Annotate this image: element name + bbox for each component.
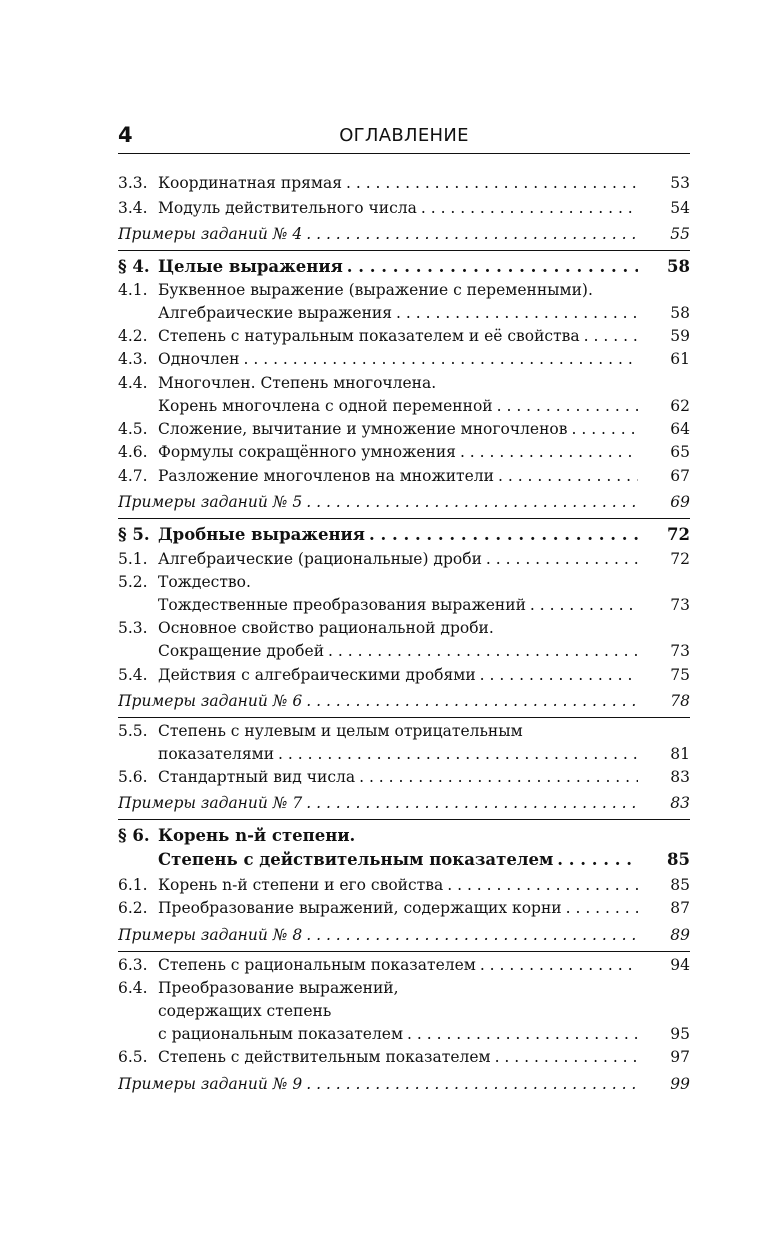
- toc-entry-page: 61: [670, 350, 690, 368]
- dot-leader: [240, 348, 638, 370]
- toc-entry-title: Степень с нулевым и целым отрицательным: [158, 722, 523, 740]
- dot-leader: [580, 325, 638, 347]
- toc-entry-5-6[interactable]: [118, 766, 690, 788]
- toc-entry-title: Примеры заданий № 5: [118, 493, 303, 511]
- toc-entry-6-4-cont[interactable]: [118, 1000, 690, 1022]
- toc-entry-number: 3.4.: [118, 199, 148, 217]
- dot-leader: [482, 548, 638, 570]
- toc-entry-title: Дробные выражения: [158, 525, 365, 544]
- toc-entry-6-2[interactable]: [118, 897, 690, 919]
- toc-entry-title: Примеры заданий № 6: [118, 692, 303, 710]
- toc-entry-title: Степень с натуральным показателем и её свойства: [158, 327, 580, 345]
- dot-leader: [274, 743, 638, 765]
- toc-entry-title: Сложение, вычитание и умножение многочленов: [158, 420, 568, 438]
- toc-entry-title: Алгебраические выражения: [158, 304, 393, 322]
- toc-entry-title: Основное свойство рациональной дроби.: [158, 619, 494, 637]
- toc-entry-page: 83: [670, 794, 690, 812]
- toc-entry-number: 4.1.: [118, 281, 148, 299]
- toc-entry-page: 99: [670, 1075, 690, 1093]
- toc-entry-3-3[interactable]: [118, 172, 690, 194]
- toc-entry-5-5-cont[interactable]: [118, 743, 690, 765]
- dot-leader: [417, 197, 638, 219]
- toc-entry-number: 5.1.: [118, 550, 148, 568]
- toc-entry-title: Буквенное выражение (выражение с переменными).: [158, 281, 593, 299]
- toc-entry-page: 65: [670, 443, 690, 461]
- toc-entry-title: содержащих степень: [158, 1002, 332, 1020]
- dot-leader: [553, 849, 638, 871]
- dot-leader: [568, 418, 639, 440]
- toc-entry-title: Координатная прямая: [158, 174, 342, 192]
- dot-leader: [302, 792, 638, 814]
- toc-entry-5-1[interactable]: [118, 548, 690, 570]
- toc-section-6-cont[interactable]: [118, 849, 690, 871]
- dot-leader: [493, 395, 638, 417]
- toc-entry-page: 73: [670, 642, 690, 660]
- divider: [118, 250, 690, 251]
- toc-entry-4-2[interactable]: [118, 325, 690, 347]
- toc-entry-4-3[interactable]: [118, 348, 690, 370]
- toc-entry-title: с рациональным показателем: [158, 1025, 404, 1043]
- dot-leader: [443, 874, 638, 896]
- toc-entry-number: 4.6.: [118, 443, 148, 461]
- toc-entry-6-3[interactable]: [118, 954, 690, 976]
- toc-entry-number: 5.3.: [118, 619, 148, 637]
- toc-entry-examples-9[interactable]: [118, 1073, 690, 1095]
- toc-entry-title: Преобразование выражений, содержащих корни: [158, 899, 562, 917]
- toc-entry-page: 58: [670, 304, 690, 322]
- toc-entry-number: 6.5.: [118, 1048, 148, 1066]
- divider: [118, 951, 690, 952]
- toc-entry-title: Тождество.: [158, 573, 251, 591]
- divider: [118, 518, 690, 519]
- toc-entry-3-4[interactable]: [118, 197, 690, 219]
- dot-leader: [302, 491, 638, 513]
- toc-entry-title: Одночлен: [158, 350, 240, 368]
- toc-entry-page: 97: [670, 1048, 690, 1066]
- toc-entry-4-4[interactable]: [118, 372, 690, 394]
- toc-entry-5-3[interactable]: [118, 617, 690, 639]
- toc-entry-page: 94: [670, 956, 690, 974]
- toc-entry-title: Примеры заданий № 4: [118, 225, 303, 243]
- toc-entry-page: 58: [667, 257, 690, 276]
- toc-section-6[interactable]: [118, 825, 690, 847]
- toc-entry-5-3-cont[interactable]: [118, 640, 690, 662]
- toc-entry-number: 6.3.: [118, 956, 148, 974]
- dot-leader: [324, 640, 638, 662]
- toc-entry-4-7[interactable]: [118, 465, 690, 487]
- toc-entry-number: 6.4.: [118, 979, 148, 997]
- toc-entry-page: 87: [670, 899, 690, 917]
- toc-entry-number: 4.3.: [118, 350, 148, 368]
- toc-entry-title: Сокращение дробей: [158, 642, 325, 660]
- toc-entry-page: 64: [670, 420, 690, 438]
- toc-entry-title: Стандартный вид числа: [158, 768, 356, 786]
- dot-leader: [456, 441, 638, 463]
- toc-entry-page: 72: [667, 525, 690, 544]
- toc-entry-6-1[interactable]: [118, 874, 690, 896]
- dot-leader: [355, 766, 638, 788]
- divider: [118, 819, 690, 820]
- toc-entry-title: Разложение многочленов на множители: [158, 467, 494, 485]
- toc-entry-title: Формулы сокращённого умножения: [158, 443, 456, 461]
- toc-entry-examples-5[interactable]: [118, 491, 690, 513]
- dot-leader: [526, 594, 638, 616]
- divider: [118, 717, 690, 718]
- toc-entry-page: 69: [670, 493, 690, 511]
- toc-entry-page: 54: [670, 199, 690, 217]
- toc-entry-4-1-cont[interactable]: [118, 302, 690, 324]
- toc-entry-page: 89: [670, 926, 690, 944]
- toc-entry-6-4[interactable]: [118, 977, 690, 999]
- toc-entry-title: Действия с алгебраическими дробями: [158, 666, 476, 684]
- toc-entry-examples-6[interactable]: [118, 690, 690, 712]
- toc-entry-6-5[interactable]: [118, 1046, 690, 1068]
- toc-entry-title: Примеры заданий № 7: [118, 794, 303, 812]
- toc-entry-number: 5.5.: [118, 722, 148, 740]
- toc-entry-examples-4[interactable]: [118, 223, 690, 245]
- toc-entry-4-5[interactable]: [118, 418, 690, 440]
- toc-entry-page: 83: [670, 768, 690, 786]
- toc-entry-number: § 4.: [118, 257, 150, 276]
- toc-entry-number: 5.4.: [118, 666, 148, 684]
- toc-entry-page: 81: [670, 745, 690, 763]
- toc-entry-title: показателями: [158, 745, 275, 763]
- toc-entry-page: 95: [670, 1025, 690, 1043]
- toc-entry-title: Корень многочлена с одной переменной: [158, 397, 493, 415]
- toc-entry-number: 4.5.: [118, 420, 148, 438]
- dot-leader: [491, 1046, 638, 1068]
- toc-entry-page: 67: [670, 467, 690, 485]
- toc-entry-page: 85: [667, 850, 690, 869]
- dot-leader: [476, 664, 638, 686]
- toc-entry-number: 4.2.: [118, 327, 148, 345]
- toc-entry-page: 78: [670, 692, 690, 710]
- toc-section-5[interactable]: [118, 524, 690, 546]
- dot-leader: [562, 897, 638, 919]
- toc-entry-number: 4.4.: [118, 374, 148, 392]
- toc-entry-page: 62: [670, 397, 690, 415]
- toc-entry-title: Корень n-й степени.: [158, 826, 356, 845]
- toc-entry-number: 5.6.: [118, 768, 148, 786]
- toc-entry-page: 59: [670, 327, 690, 345]
- toc-entry-number: § 6.: [118, 826, 150, 845]
- toc-section-4[interactable]: [118, 256, 690, 278]
- dot-leader: [302, 1073, 638, 1095]
- toc-entry-number: § 5.: [118, 525, 150, 544]
- toc-entry-title: Алгебраические (рациональные) дроби: [158, 550, 482, 568]
- toc-entry-title: Преобразование выражений,: [158, 979, 399, 997]
- toc-entry-title: Примеры заданий № 9: [118, 1075, 303, 1093]
- toc-entry-4-1[interactable]: [118, 279, 690, 301]
- toc-entry-page: 75: [670, 666, 690, 684]
- dot-leader: [494, 465, 638, 487]
- dot-leader: [302, 924, 638, 946]
- toc-entry-number: 5.2.: [118, 573, 148, 591]
- toc-entry-page: 53: [670, 174, 690, 192]
- dot-leader: [392, 302, 638, 324]
- toc-entry-5-4[interactable]: [118, 664, 690, 686]
- toc-entry-number: 3.3.: [118, 174, 148, 192]
- toc-entry-6-4-cont[interactable]: [118, 1023, 690, 1045]
- toc-entry-4-6[interactable]: [118, 441, 690, 463]
- toc-entry-title: Степень с действительным показателем: [158, 1048, 491, 1066]
- dot-leader: [302, 223, 638, 245]
- toc-entry-page: 72: [670, 550, 690, 568]
- toc-entry-title: Многочлен. Степень многочлена.: [158, 374, 437, 392]
- toc-entry-title: Степень с действительным показателем: [158, 850, 554, 869]
- dot-leader: [343, 256, 638, 278]
- toc-entry-4-4-cont[interactable]: [118, 395, 690, 417]
- toc-entry-examples-8[interactable]: [118, 924, 690, 946]
- dot-leader: [302, 690, 638, 712]
- toc-entry-title: Тождественные преобразования выражений: [158, 596, 526, 614]
- toc-entry-title: Модуль действительного числа: [158, 199, 417, 217]
- dot-leader: [342, 172, 638, 194]
- toc-entry-title: Корень n-й степени и его свойства: [158, 876, 444, 894]
- page-number: 4: [118, 123, 133, 147]
- page-header: [118, 119, 690, 154]
- dot-leader: [403, 1023, 638, 1045]
- toc-entry-5-2-cont[interactable]: [118, 594, 690, 616]
- toc-entry-page: 73: [670, 596, 690, 614]
- toc-entry-page: 55: [670, 225, 690, 243]
- toc-entry-5-5[interactable]: [118, 720, 690, 742]
- toc-entry-number: 6.1.: [118, 876, 148, 894]
- toc-entry-page: 85: [670, 876, 690, 894]
- toc-entry-title: Примеры заданий № 8: [118, 926, 303, 944]
- toc-entry-examples-7[interactable]: [118, 792, 690, 814]
- toc-entry-title: Степень с рациональным показателем: [158, 956, 476, 974]
- toc-entry-5-2[interactable]: [118, 571, 690, 593]
- dot-leader: [365, 524, 638, 546]
- running-title: ОГЛАВЛЕНИЕ: [339, 125, 469, 146]
- dot-leader: [476, 954, 638, 976]
- toc-entry-number: 6.2.: [118, 899, 148, 917]
- toc-entry-number: 4.7.: [118, 467, 148, 485]
- toc-entry-title: Целые выражения: [158, 257, 343, 276]
